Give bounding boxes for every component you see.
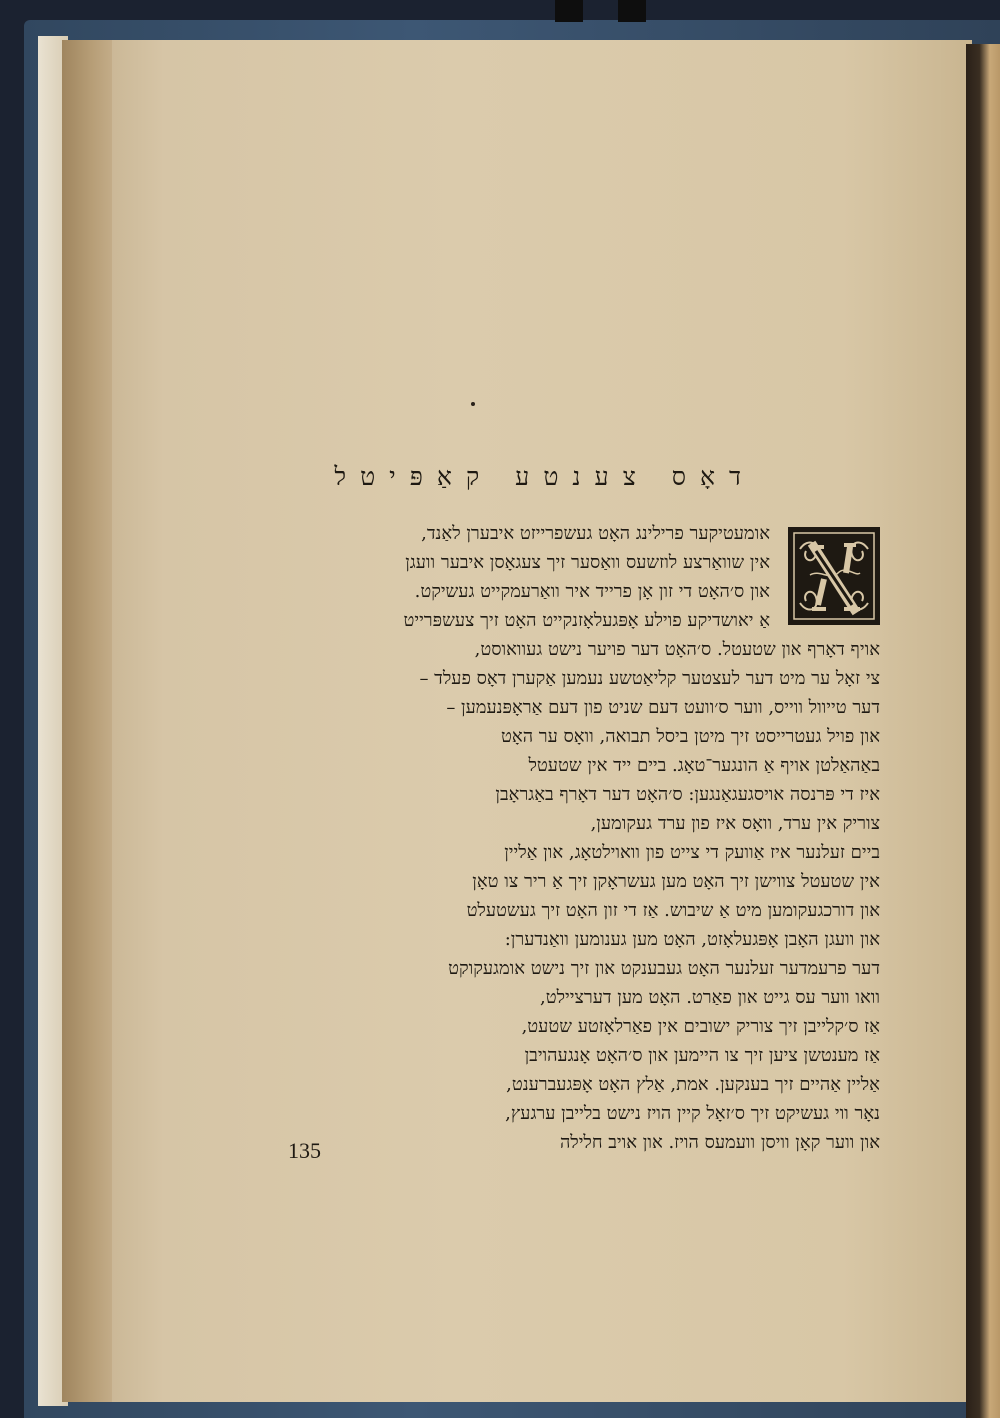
text-line: ביים זעלנער איז אַוועק די צייט פון וואוילטאָג, און אַליין xyxy=(504,842,880,863)
scanner-clip-left xyxy=(555,0,583,22)
text-line: און פויל געטרייסט זיך מיטן ביסל תבואה, וואָס ער האָט xyxy=(501,726,880,747)
text-line: און דורכגעקומען מיט אַ שיבוש. אַז די זון האָט זיך געשטעלט xyxy=(466,900,880,921)
text-line: אַז ס׳קלייבן זיך צוריק ישובים אין פאַרלאָזטע שטעט, xyxy=(521,1016,880,1037)
text-line: און ס׳האָט די זון אָן פרייד איר וואַרעמקייט געשיקט. xyxy=(414,581,770,602)
text-line: צוריק אין ערד, וואָס איז פון ערד געקומען, xyxy=(590,813,880,834)
text-line: דער פרעמדער זעלנער האָט געבענקט און זיך נישט אומגעקוקט xyxy=(448,958,880,979)
text-line: אַז מענטשן ציען זיך צו היימען און ס׳האָט אָנגעהויבן xyxy=(524,1045,880,1066)
text-line: און וועגן האָבן אָפּגעלאָזט, האָט מען גענומען וואַנדערן: xyxy=(504,929,880,950)
text-line: אויף דאָרף און שטעטל. ס׳האָט דער פויער נישט געוואוסט, xyxy=(474,639,880,660)
text-line: איז די פּרנסה אויסגעגאַנגען: ס׳האָט דער דאָרף באַגראָבן xyxy=(495,784,880,805)
text-line: אַליין אַהיים זיך בענקען. אמת, אַלץ האָט אָפּגעברענט, xyxy=(506,1074,880,1095)
next-page-edge xyxy=(966,44,1000,1418)
ornament-dot xyxy=(471,402,475,406)
chapter-title: דאָס צענטע קאַפּיטל xyxy=(334,462,755,491)
text-line: צי זאָל ער מיט דער לעצטער קליאַטשע נעמען אַקערן דאָס פעלד – xyxy=(419,668,880,689)
text-line: און ווער קאָן וויסן וועמעס הויז. און אויב חלילה xyxy=(559,1132,880,1153)
text-line: אין שוואַרצע לוזשעס וואַסער זיך צעגאָסן איבער וועגן xyxy=(405,552,770,573)
text-line: אַ יאושדיקע פוילע אָפּגעלאָזנקייט האָט זיך צעשפּרייט xyxy=(403,610,770,631)
text-line: אין שטעטל צווישן זיך האָט מען געשראָקן זיך אַ ריר צו טאָן xyxy=(472,871,880,892)
text-line: נאָר ווי געשיקט זיך ס׳זאָל קיין הויז נישט בלייבן ערגעץ, xyxy=(505,1103,880,1124)
text-line: וואו ווער עס גייט און פאַרט. האָט מען דערציילט, xyxy=(539,987,880,1008)
page-number: 135 xyxy=(288,1138,321,1163)
text-line: אומעטיקער פרילינג האָט געשפרייזט איבערן לאַנד, xyxy=(421,523,770,544)
text-line: באַהאַלטן אויף אַ הונגער־טאָג. ביים ייד אין שטעטל xyxy=(528,755,880,776)
drop-cap-initial xyxy=(788,527,880,625)
scanner-clip-right xyxy=(618,0,646,22)
text-line: דער טייוול ווייס, ווער ס׳וועט דעם שניט פון דעם אַראָפּנעמען – xyxy=(446,697,880,718)
